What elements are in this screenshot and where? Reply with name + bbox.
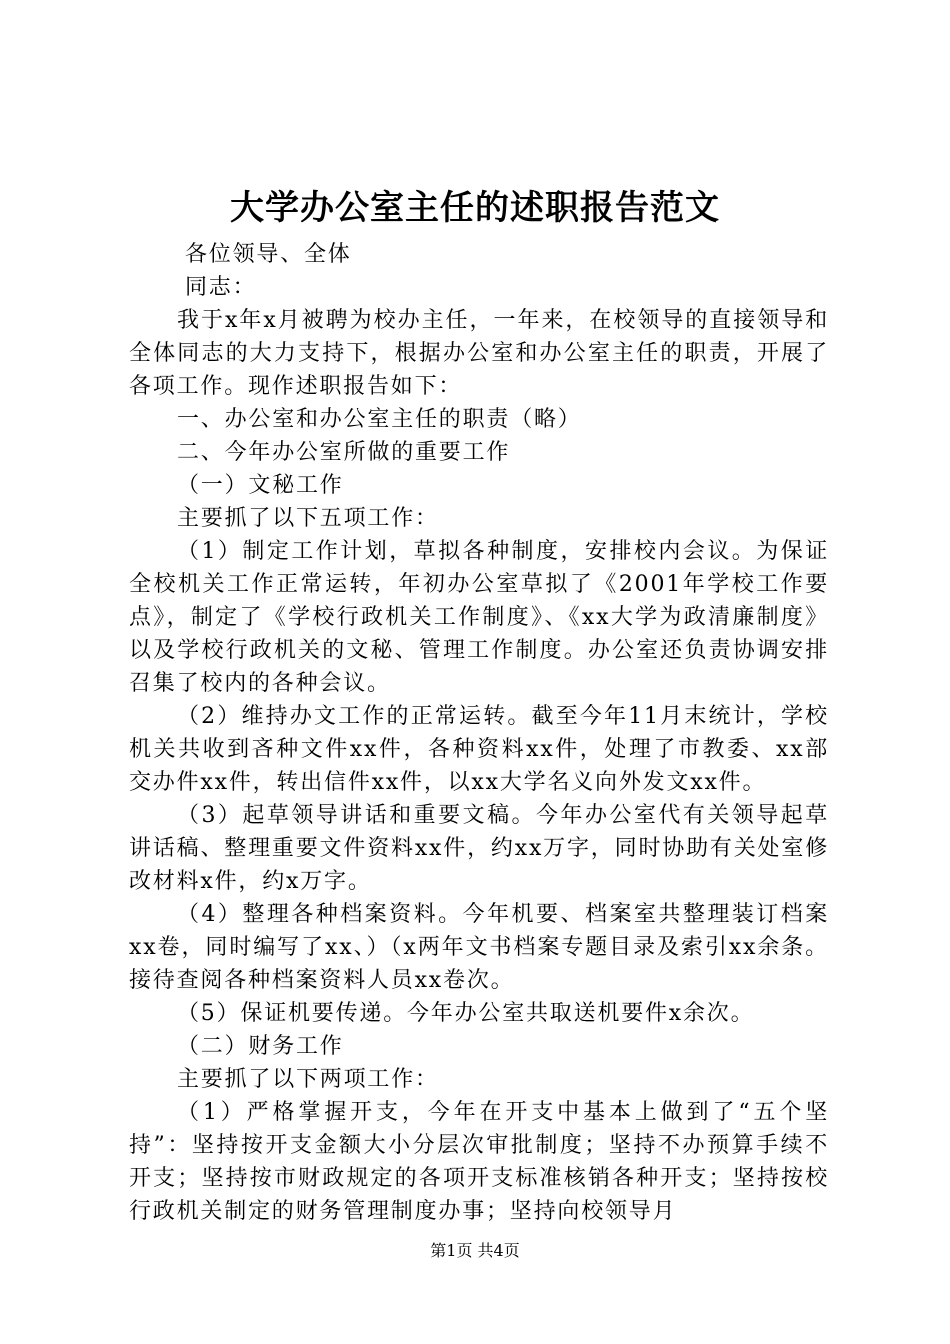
- finance-summary: 主要抓了以下两项工作：: [177, 1067, 439, 1092]
- subsection-heading-finance: （二）财务工作: [177, 1034, 344, 1059]
- secretarial-item-5: （5）保证机要传递。今年办公室共取送机要件x余次。: [177, 1001, 755, 1026]
- document-title: 大学办公室主任的述职报告范文: [230, 188, 720, 228]
- finance-item-1: （1）严格掌握开支，今年在开支中基本上做到了“五个坚持”：坚持按开支金额大小分层次审批制度；坚持不办预算手续不开支；坚持按市财政规定的各项开支标准核销各种开支；坚持按校行政机关制定的财务管理制度办事；坚持向校领导月: [129, 1100, 829, 1224]
- page-footer: 第1页 共4页: [430, 1241, 520, 1260]
- secretarial-item-2: （2）维持办文工作的正常运转。截至今年11月末统计，学校机关共收到吝种文件xx件，各种资料xx件，处理了市教委、xx部交办件xx件，转出信件xx件，以xx大学名义向外发文xx件。: [129, 704, 829, 795]
- salutation-line-2: 同志：: [185, 275, 257, 300]
- intro-paragraph: 我于x年x月被聘为校办主任，一年来，在校领导的直接领导和全体同志的大力支持下，根据办公室和办公室主任的职责，开展了各项工作。现作述职报告如下：: [129, 308, 829, 399]
- document-body: [129, 238, 829, 1228]
- secretarial-item-1: （1）制定工作计划，草拟各种制度，安排校内会议。为保证全校机关工作正常运转，年初办公室草拟了《2001年学校工作要点》，制定了《学校行政机关工作制度》、《xx大学为政清廉制度》以及学校行政机关的文秘、管理工作制度。办公室还负责协调安排召集了校内的各种会议。: [129, 539, 829, 696]
- secretarial-item-4: （4）整理各种档案资料。今年机要、档案室共整理装订档案xx卷，同时编写了xx、）（x两年文书档案专题目录及索引xx余条。接待查阅各种档案资料人员xx卷次。: [129, 902, 829, 993]
- section-heading-2: 二、今年办公室所做的重要工作: [177, 440, 511, 465]
- secretarial-item-3: （3）起草领导讲话和重要文稿。今年办公室代有关领导起草讲话稿、整理重要文件资料xx件，约xx万字，同时协助有关处室修改材料x件，约x万字。: [129, 803, 829, 894]
- salutation-line-1: 各位领导、全体: [185, 242, 352, 267]
- secretarial-summary: 主要抓了以下五项工作：: [177, 506, 439, 531]
- subsection-heading-secretarial: （一）文秘工作: [177, 473, 344, 498]
- section-heading-1: 一、办公室和办公室主任的职责（略）: [177, 407, 582, 432]
